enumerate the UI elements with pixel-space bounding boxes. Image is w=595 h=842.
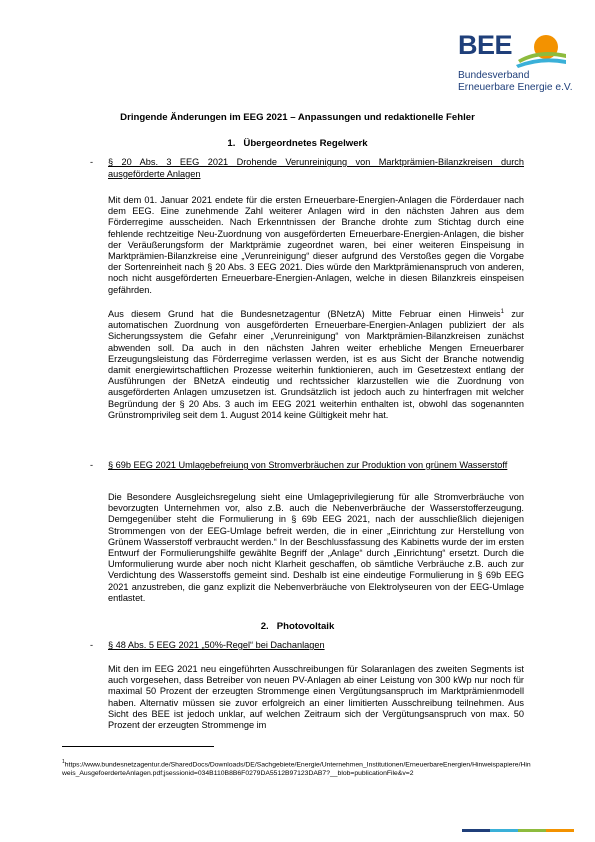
footnote-separator <box>62 746 214 747</box>
footnote <box>62 758 532 779</box>
sun-wave-icon <box>458 30 568 72</box>
section-number: 2. <box>260 621 269 632</box>
logo-line-1: Bundesverband <box>458 70 530 81</box>
logo-wordmark: BEE <box>458 30 513 60</box>
paragraph: Die Besondere Ausgleichsregelung sieht eine Umlageprivilegierung für alle Stromverbräuche von bevorzugten Unternehmen vor, also z.B. auch die Nebenverbräuche der Wasserstofferzeugung. Demgegenüber steht die Formulierung in § 69b EEG 2021, nach der ausschließlich diejenigen Strommengen von der EEG-Umlage befreit werden, die in einer „Einrichtung zur Herstellung von Grünem Wasserstoff verbraucht werden.“ In der Beschlussfassung des Kabinetts wurde der im ersten Entwurf der Formulierungshilfe gewählte Begriff der „Anlage“ durch „Einrichtung“ ersetzt. Durch die Umformulierung wurde aber noch nicht Klarheit geschaffen, ob sämtliche Verbräuche z.B. auch zur Verdichtung des Wasserstoffs gemeint sind. Deshalb ist eine eindeutige Formulierung in § 69b EEG 2021 anzustreben, die ganz explizit die Nebenverbräuche von Elektrolyseuren von der EEG-Umlage entlastet. <box>108 492 524 603</box>
paragraph: Mit dem 01. Januar 2021 endete für die ersten Erneuerbare-Energien-Anlagen die Förderdauer nach dem EEG. Eine zunehmende Zahl weiterer Anlagen wird in den nächsten Jahren aus dem Förderregime ausscheiden. Nach Erkenntnissen der Branche drohte zum Stichtag durch eine fehlende rechtzeitige Neu-Zuordnung von ausgeförderten Erneuerbare-Energien-Anlagen, die bisher der Veräußerungsform der Marktprämie zugeordnet waren, bei einer weiteren Einspeisung in Marktprämien-Bilanzkreise eine „Verunreinigung“ dieser aufgrund des Verstoßes gegen die Vorgabe der Sortenreinheit nach § 20 Abs. 3 EEG 2021. Dies würde den Marktprämienanspruch von anderen, noch nicht ausgeförderten Erneuerbare-Energien-Anlagen, welche in diesen Bilanzkreis einspeisen gefährden. <box>108 195 524 295</box>
bullet-heading: § 69b EEG 2021 Umlagebefreiung von Stromverbräuchen zur Produktion von grünem Wasserstoff <box>108 460 508 470</box>
paragraph-text: Aus diesem Grund hat die Bundesnetzagentur (BNetzA) Mitte Februar einen Hinweis <box>108 309 501 319</box>
bullet-heading: § 20 Abs. 3 EEG 2021 Drohende Verunreinigung von Marktprämien-Bilanzkreisen durch ausgeförderte Anlagen <box>108 157 524 179</box>
section-heading-1 <box>0 138 595 149</box>
brand-bar-orange <box>546 829 574 832</box>
paragraph: Mit den im EEG 2021 neu eingeführten Ausschreibungen für Solaranlagen des zweiten Segments ist auch vorgesehen, dass Betreiber von neuen PV-Anlagen ab einer Leistung von 300 kWp nur noch für maximal 50 Prozent der erzeugten Strommenge einen Vergütungsanspruch im Marktprämienmodell haben. Alternativ müssen sie zuvor erfolgreich an einer limitierten Ausschreibung teilnehmen. Aus Sicht des BEE ist jedoch unklar, auf welchen Zeitraum sich der Vergütungsanspruch von max. 50 Prozent der erzeugten Strommenge im <box>108 664 524 731</box>
logo-line-2: Erneuerbare Energie e.V. <box>458 82 573 93</box>
section-title: Übergeordnetes Regelwerk <box>243 138 368 149</box>
bullet-dash: - <box>90 640 94 650</box>
bullet-dash: - <box>90 157 94 167</box>
brand-bar-green <box>518 829 546 832</box>
section-title: Photovoltaik <box>276 621 335 632</box>
footnote-ref[interactable]: 1 <box>500 308 504 315</box>
brand-bar-blue <box>462 829 490 832</box>
footnote-link[interactable]: https://www.bundesnetzagentur.de/SharedDocs/Downloads/DE/Sachgebiete/Energie/Unternehmen_Institutionen/ErneuerbareEnergien/Hinweispapiere/Hinweis_AusgefoerderteAnlagen.pdf;jsessionid=034B110B8B6F0279DA5512B97123DAB7?__blob=publicationFile&v=2 <box>62 761 531 778</box>
paragraph-text: zur automatischen Zuordnung von ausgeförderten Erneuerbare-Energien-Anlagen publiziert der als Sicherungssystem die Gefahr einer „Verunreinigung“ von Marktprämien-Bilanzkreisen zunächst abwenden soll. Da auch in den nächsten Jahren weiter erhebliche Mengen Erneuerbarer Erzeugungsleistung das Förderregime verlassen werden, ist es aus Sicht der Branche notwendig damit energiewirtschaftlichen Prozesse weiterhin funktionieren, auch im Gesetzestext entlang der Ausführungen der BNetzA eindeutig und rechtssicher klarzustellen wie die Zuordnung von ausgeförderten Anlagen umzusetzen ist. Grundsätzlich ist jedoch auch zu hinterfragen mit welcher Begründung der § 20 Abs. 3 auch im EEG 2021 weiterhin enthalten ist, obwohl das sogenannten Grünstromprivileg seit dem 1. August 2014 keine Gültigkeit mehr hat. <box>108 309 524 420</box>
paragraph <box>108 309 524 421</box>
section-heading-2 <box>0 621 595 632</box>
brand-bar-cyan <box>490 829 518 832</box>
bullet-heading: § 48 Abs. 5 EEG 2021 „50%-Regel“ bei Dachanlagen <box>108 640 325 650</box>
bee-logo <box>458 30 573 100</box>
bullet-dash: - <box>90 460 94 470</box>
document-title: Dringende Änderungen im EEG 2021 – Anpassungen und redaktionelle Fehler <box>120 112 475 123</box>
section-number: 1. <box>227 138 236 149</box>
footnote-number: 1 <box>62 759 65 765</box>
